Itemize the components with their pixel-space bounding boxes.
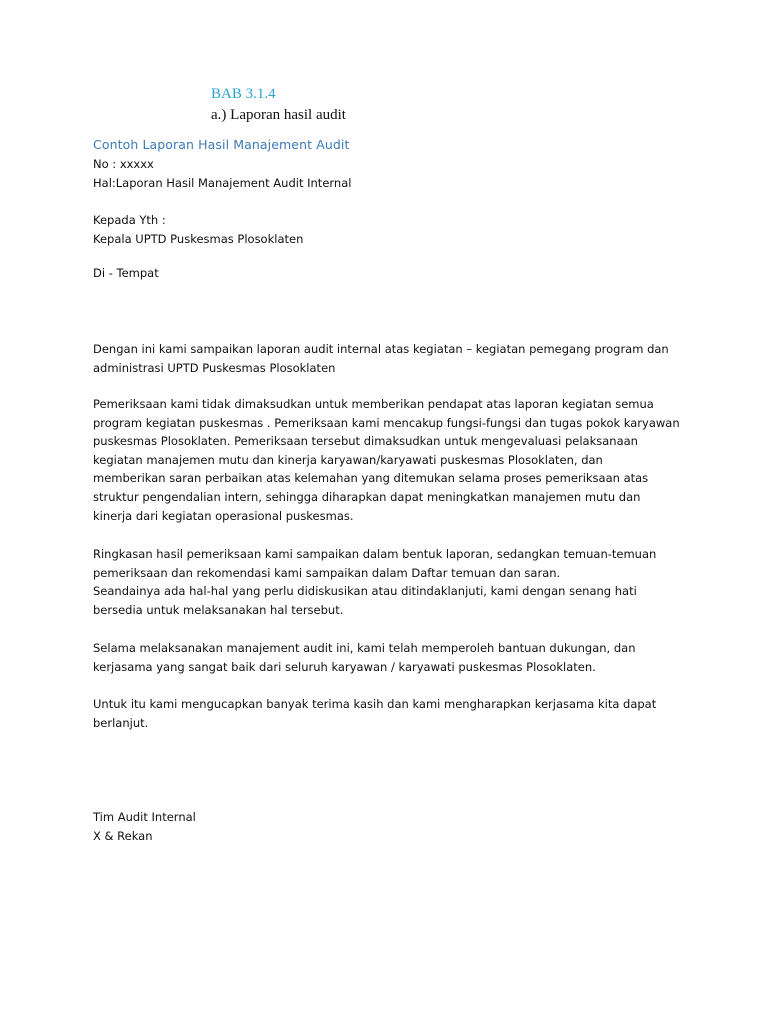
paragraph-line: Seandainya ada hal-hal yang perlu didiskusikan atau ditindaklanjuti, kami dengan senang hati — [93, 584, 637, 599]
letter-title: Contoh Laporan Hasil Manajement Audit — [93, 137, 350, 152]
recipient-name: Kepala UPTD Puskesmas Plosoklaten — [93, 232, 304, 246]
letter-subject: Hal:Laporan Hasil Manajement Audit Internal — [93, 176, 352, 190]
paragraph-scope — [93, 395, 683, 525]
paragraph-line: kinerja dari kegiatan operasional puskesmas. — [93, 508, 354, 523]
paragraph-line: berlanjut. — [93, 715, 149, 730]
paragraph-line: memberikan saran perbaikan atas kelemahan yang ditemukan selama proses pemeriksaan atas — [93, 471, 649, 486]
paragraph-thanks — [93, 695, 683, 732]
signature-firm: X & Rekan — [93, 828, 153, 843]
place-line: Di - Tempat — [93, 266, 159, 280]
recipient-label: Kepada Yth : — [93, 213, 166, 227]
section-heading: a.) Laporan hasil audit — [211, 107, 346, 123]
paragraph-line: Pemeriksaan kami tidak dimaksudkan untuk memberikan pendapat atas laporan kegiatan semua — [93, 397, 654, 411]
paragraph-line: administrasi UPTD Puskesmas Plosoklaten — [93, 360, 336, 375]
paragraph-line: bersedia untuk melaksanakan hal tersebut. — [93, 602, 344, 617]
paragraph-line: struktur pengendalian intern, sehingga diharapkan dapat meningkatkan manajemen mutu dan — [93, 489, 641, 504]
paragraph-summary — [93, 545, 683, 619]
paragraph-line: kerjasama yang sangat baik dari seluruh karyawan / karyawati puskesmas Plosoklaten. — [93, 659, 596, 674]
paragraph-line: pemeriksaan dan rekomendasi kami sampaikan dalam Daftar temuan dan saran. — [93, 565, 561, 580]
paragraph-line: Untuk itu kami mengucapkan banyak terima kasih dan kami mengharapkan kerjasama kita dapat — [93, 697, 657, 711]
paragraph-support — [93, 639, 683, 676]
chapter-heading: BAB 3.1.4 — [211, 86, 276, 102]
signature-block — [93, 808, 683, 845]
paragraph-line: program kegiatan puskesmas . Pemeriksaan kami mencakup fungsi-fungsi dan tugas pokok karyawan — [93, 415, 680, 430]
paragraph-line: Selama melaksanakan manajement audit ini, kami telah memperoleh bantuan dukungan, dan — [93, 641, 636, 655]
paragraph-line: Dengan ini kami sampaikan laporan audit internal atas kegiatan – kegiatan pemegang program dan — [93, 342, 669, 356]
paragraph-intro — [93, 340, 683, 377]
signature-team: Tim Audit Internal — [93, 810, 196, 824]
paragraph-line: kegiatan manajemen mutu dan kinerja karyawan/karyawati puskesmas Plosoklaten, dan — [93, 452, 603, 467]
paragraph-line: Ringkasan hasil pemeriksaan kami sampaikan dalam bentuk laporan, sedangkan temuan-temuan — [93, 547, 657, 561]
paragraph-line: puskesmas Plosoklaten. Pemeriksaan tersebut dimaksudkan untuk mengevaluasi pelaksanaan — [93, 434, 638, 449]
letter-number: No : xxxxx — [93, 157, 154, 171]
